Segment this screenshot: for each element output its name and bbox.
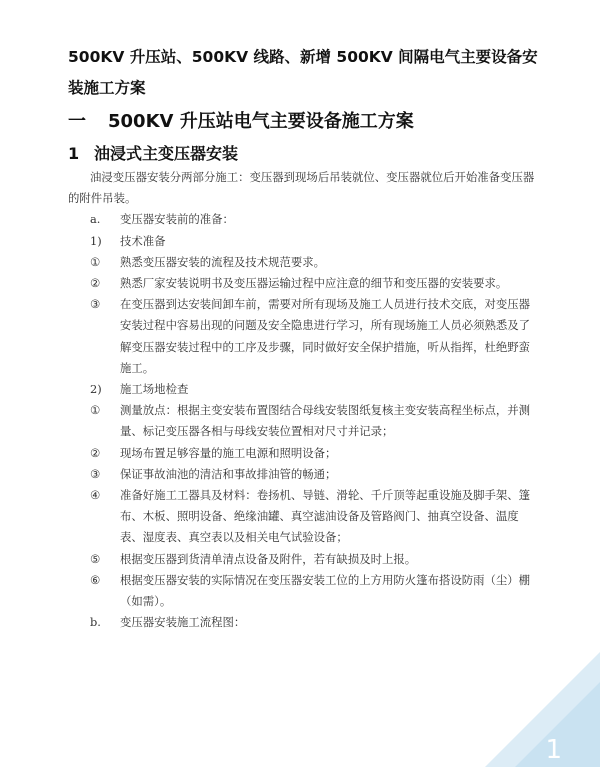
list-item — [68, 443, 536, 464]
list-marker: ① — [90, 403, 101, 418]
list-item — [68, 485, 536, 549]
document-title: 500KV 升压站、500KV 线路、新增 500KV 间隔电气主要设备安装施工方案 — [68, 48, 538, 97]
list-item — [68, 570, 536, 612]
list-item — [68, 379, 536, 400]
list-item-text: 测量放点：根据主变安装布置图结合母线安装图纸复核主变安装高程坐标点，并测量、标记变压器各相与母线安装位置相对尺寸并记录； — [120, 403, 531, 439]
list-marker: ⑥ — [90, 572, 101, 587]
list-item-text: 技术准备 — [120, 233, 166, 248]
list-item-text: 变压器安装施工流程图： — [120, 615, 246, 630]
list-marker: ③ — [90, 466, 101, 481]
list-item — [68, 294, 536, 379]
section-title: 500KV 升压站电气主要设备施工方案 — [108, 111, 414, 132]
subsection-number: 1 — [68, 144, 80, 163]
list-item-text: 施工场地检查 — [120, 382, 189, 397]
list-marker: ④ — [90, 488, 101, 503]
list-item-text: 变压器安装前的准备： — [120, 212, 234, 227]
list-marker: 1) — [90, 233, 102, 248]
subsection-title: 油浸式主变压器安装 — [94, 144, 239, 163]
list-item-text: 熟悉变压器安装的流程及技术规范要求。 — [120, 254, 326, 269]
list-item-text: 准备好施工工器具及材料：卷扬机、导链、滑轮、千斤顶等起重设施及脚手架、篷布、木板、照明设备、绝缘油罐、真空滤油设备及管路阀门、抽真空设备、温度表、湿度表、真空表以及相关电气试验设备； — [120, 488, 531, 545]
list-marker: a. — [90, 212, 101, 227]
list-item — [68, 273, 536, 294]
list-item-text: 在变压器到达安装间卸车前，需要对所有现场及施工人员进行技术交底，对变压器安装过程中容易出现的问题及安全隐患进行学习，所有现场施工人员必须熟悉及了解变压器安装过程中的工序及步骤，同时做好安全保护措施，听从指挥，杜绝野蛮施工。 — [120, 297, 531, 375]
list-item-text: 现场布置足够容量的施工电源和照明设备； — [120, 445, 337, 460]
paragraph: 油浸变压器安装分两部分施工：变压器到现场后吊装就位、变压器就位后开始准备变压器的附件吊装。 — [68, 170, 535, 206]
list-item-text: 熟悉厂家安装说明书及变压器运输过程中应注意的细节和变压器的安装要求。 — [120, 276, 508, 291]
list-item — [68, 231, 536, 252]
list-marker: ③ — [90, 297, 101, 312]
document-body — [68, 167, 536, 633]
list-item — [68, 549, 536, 570]
list-marker: ② — [90, 276, 101, 291]
list-item-text: 根据变压器到货清单清点设备及附件，若有缺损及时上报。 — [120, 551, 417, 566]
list-item-text: 根据变压器安装的实际情况在变压器安装工位的上方用防火篷布搭设防雨（尘）棚（如需）。 — [120, 572, 531, 609]
list-item — [68, 209, 536, 230]
list-marker: ① — [90, 254, 101, 269]
page-corner-decoration — [485, 652, 600, 767]
subsection-heading-1 — [68, 143, 238, 165]
list-item — [68, 464, 536, 485]
section-number: 一 — [68, 111, 86, 132]
list-marker: ⑤ — [90, 551, 101, 566]
list-marker: ② — [90, 445, 101, 460]
list-item — [68, 612, 536, 633]
list-item — [68, 252, 536, 273]
list-marker: 2) — [90, 382, 102, 397]
section-heading-1 — [68, 110, 414, 134]
page-number: 1 — [545, 735, 562, 765]
list-item — [68, 400, 536, 442]
list-item-text: 保证事故油池的清洁和事故排油管的畅通； — [120, 466, 337, 481]
list-marker: b. — [90, 615, 101, 630]
